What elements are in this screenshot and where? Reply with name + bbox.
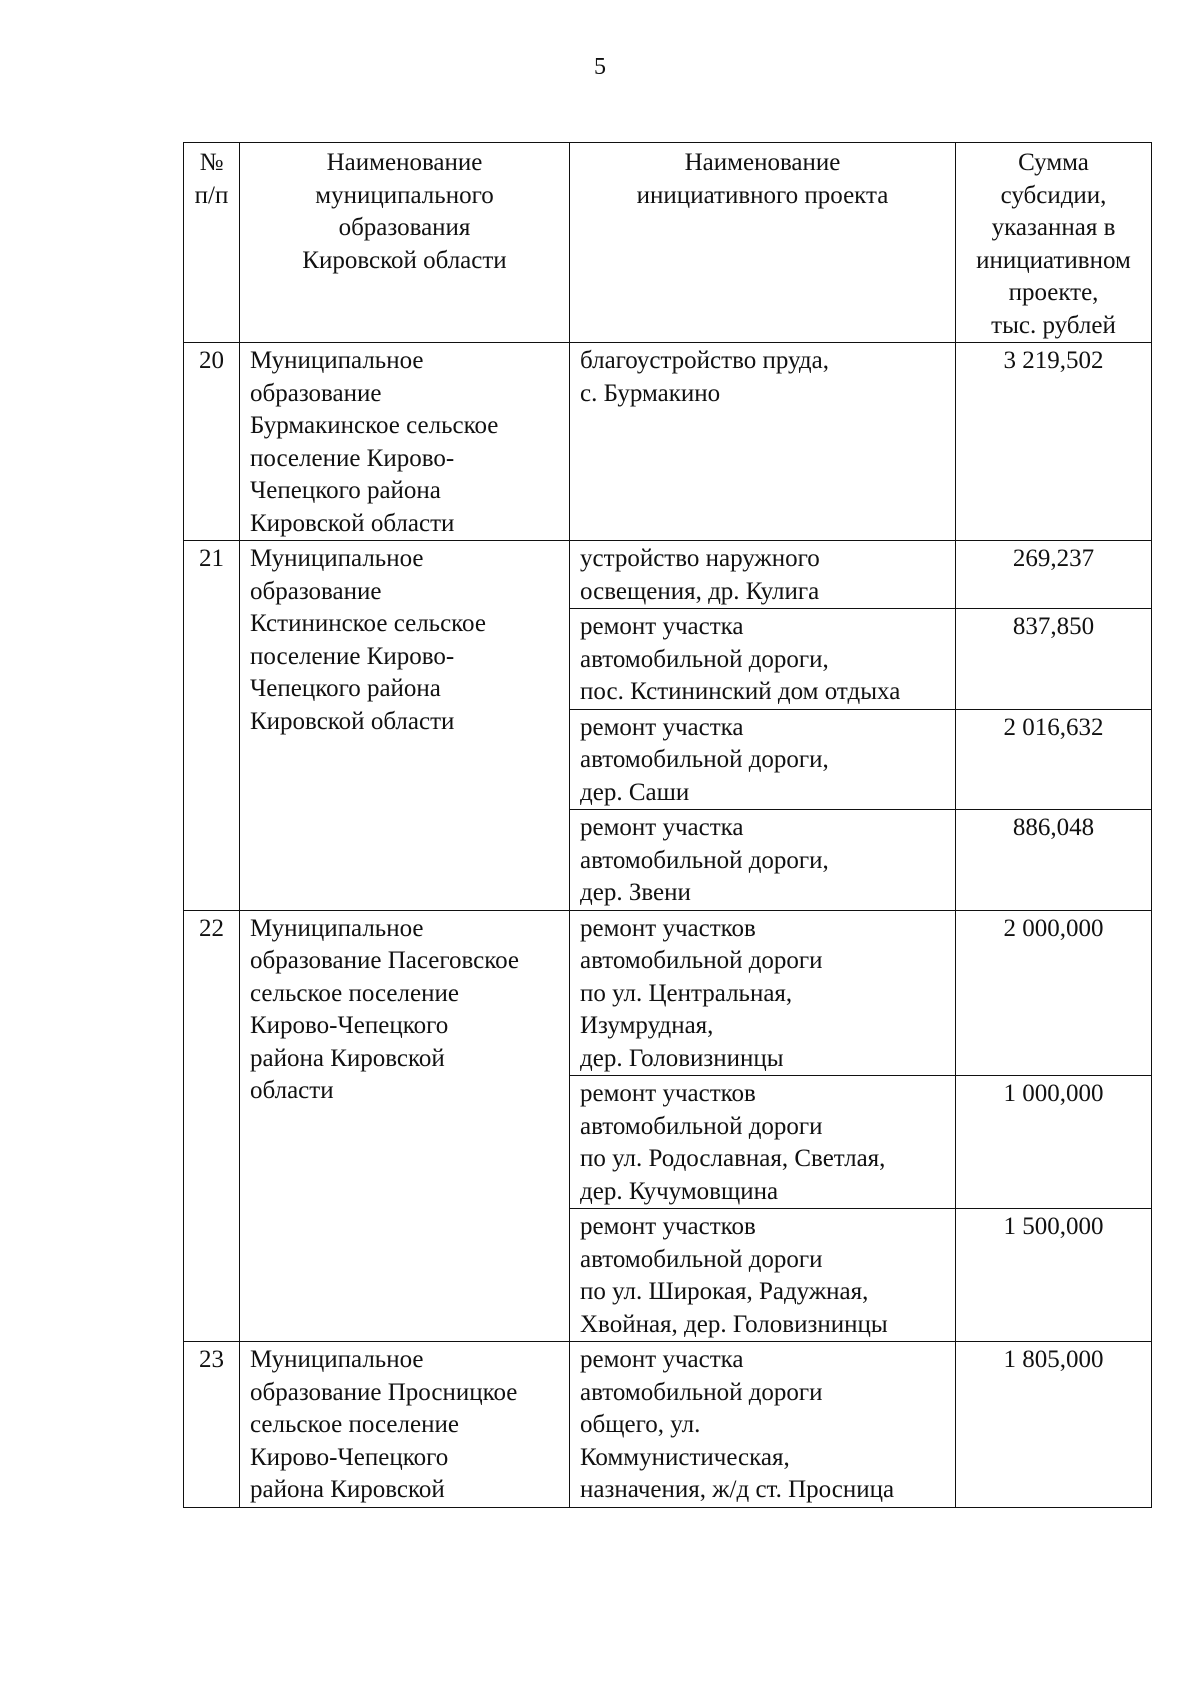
table-header-row	[184, 143, 1152, 343]
municipality-cell: Муниципальное образование Кстининское сельское поселение Кирово- Чепецкого района Кировской области	[240, 541, 570, 911]
page-number: 5	[594, 54, 606, 80]
header-number: № п/п	[184, 143, 240, 343]
row-number-cell: 23	[184, 1342, 240, 1508]
project-name-cell: ремонт участков автомобильной дороги по ул. Центральная, Изумрудная, дер. Головизнинцы	[570, 910, 956, 1076]
header-municipality: Наименование муниципального образования Кировской области	[240, 143, 570, 343]
row-number-cell: 20	[184, 343, 240, 541]
subsidy-sum-cell: 1 000,000	[956, 1076, 1152, 1209]
municipality-cell: Муниципальное образование Бурмакинское сельское поселение Кирово- Чепецкого района Кировской области	[240, 343, 570, 541]
subsidy-sum-cell: 1 805,000	[956, 1342, 1152, 1508]
project-name-cell: ремонт участка автомобильной дороги, пос. Кстининский дом отдыха	[570, 609, 956, 710]
project-name-cell: устройство наружного освещения, др. Кулига	[570, 541, 956, 609]
subsidy-table	[183, 142, 1152, 1508]
project-name-cell: ремонт участка автомобильной дороги, дер. Звени	[570, 810, 956, 911]
subsidy-table-container	[183, 142, 1151, 1508]
table-body	[184, 343, 1152, 1508]
project-name-cell: ремонт участков автомобильной дороги по ул. Родославная, Светлая, дер. Кучумовщина	[570, 1076, 956, 1209]
row-number-cell: 22	[184, 910, 240, 1342]
project-name-cell: благоустройство пруда, с. Бурмакино	[570, 343, 956, 541]
header-project: Наименование инициативного проекта	[570, 143, 956, 343]
subsidy-sum-cell: 2 000,000	[956, 910, 1152, 1076]
table-row	[184, 343, 1152, 541]
table-row	[184, 1342, 1152, 1508]
row-number-cell: 21	[184, 541, 240, 911]
project-name-cell: ремонт участков автомобильной дороги по ул. Широкая, Радужная, Хвойная, дер. Головизнинцы	[570, 1209, 956, 1342]
project-name-cell: ремонт участка автомобильной дороги, дер. Саши	[570, 709, 956, 810]
subsidy-sum-cell: 1 500,000	[956, 1209, 1152, 1342]
subsidy-sum-cell: 886,048	[956, 810, 1152, 911]
project-name-cell: ремонт участка автомобильной дороги общего, ул. Коммунистическая, назначения, ж/д ст. Просница	[570, 1342, 956, 1508]
subsidy-sum-cell: 2 016,632	[956, 709, 1152, 810]
municipality-cell: Муниципальное образование Пасеговское сельское поселение Кирово-Чепецкого района Кировской области	[240, 910, 570, 1342]
subsidy-sum-cell: 837,850	[956, 609, 1152, 710]
table-row	[184, 541, 1152, 609]
header-subsidy-sum: Сумма субсидии, указанная в инициативном проекте, тыс. рублей	[956, 143, 1152, 343]
municipality-cell: Муниципальное образование Просницкое сельское поселение Кирово-Чепецкого района Кировской	[240, 1342, 570, 1508]
subsidy-sum-cell: 3 219,502	[956, 343, 1152, 541]
table-row	[184, 910, 1152, 1076]
subsidy-sum-cell: 269,237	[956, 541, 1152, 609]
